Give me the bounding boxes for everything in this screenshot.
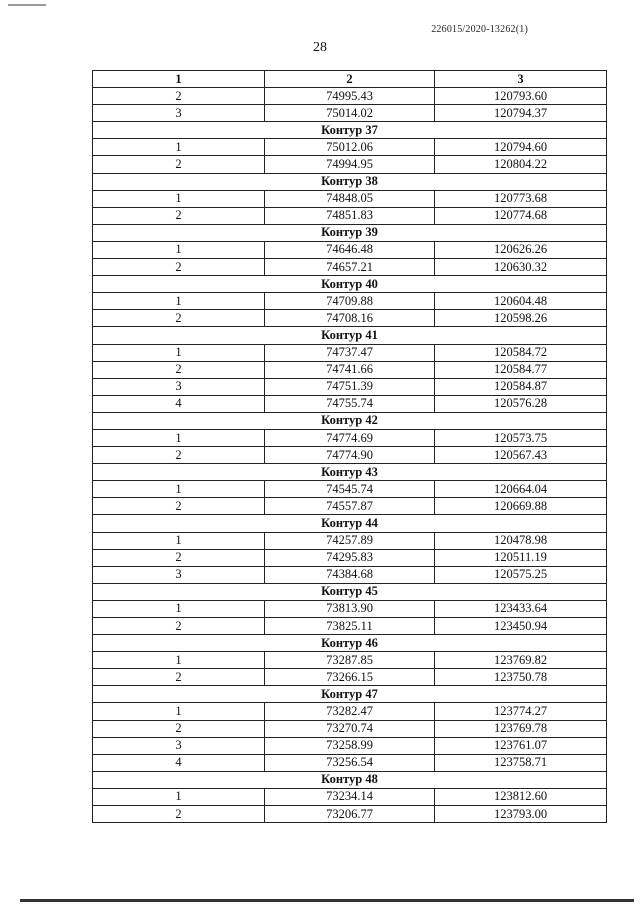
x-coordinate-cell: 73206.77: [265, 806, 435, 823]
x-coordinate-cell: 73282.47: [265, 703, 435, 720]
header-cell-point: 1: [93, 71, 265, 88]
contour-title: Контур 39: [93, 224, 607, 241]
x-coordinate-cell: 74257.89: [265, 532, 435, 549]
x-coordinate-cell: 75012.06: [265, 139, 435, 156]
x-coordinate-cell: 75014.02: [265, 105, 435, 122]
y-coordinate-cell: 123769.82: [435, 652, 607, 669]
table-row: [93, 378, 607, 395]
y-coordinate-cell: 123761.07: [435, 737, 607, 754]
contour-title: Контур 37: [93, 122, 607, 139]
point-number-cell: 2: [93, 618, 265, 635]
contour-header-row: [93, 224, 607, 241]
y-coordinate-cell: 123774.27: [435, 703, 607, 720]
y-coordinate-cell: 120774.68: [435, 207, 607, 224]
contour-title: Контур 42: [93, 412, 607, 429]
header-cell-y: 3: [435, 71, 607, 88]
y-coordinate-cell: 123793.00: [435, 806, 607, 823]
y-coordinate-cell: 120804.22: [435, 156, 607, 173]
point-number-cell: 1: [93, 652, 265, 669]
contour-header-row: [93, 327, 607, 344]
table-row: [93, 207, 607, 224]
table-row: [93, 344, 607, 361]
contour-title: Контур 40: [93, 276, 607, 293]
table-row: [93, 361, 607, 378]
table-row: [93, 310, 607, 327]
x-coordinate-cell: 73266.15: [265, 669, 435, 686]
point-number-cell: 1: [93, 190, 265, 207]
y-coordinate-cell: 120511.19: [435, 549, 607, 566]
y-coordinate-cell: 120575.25: [435, 566, 607, 583]
table-row: [93, 549, 607, 566]
x-coordinate-cell: 73825.11: [265, 618, 435, 635]
x-coordinate-cell: 74751.39: [265, 378, 435, 395]
contour-title: Контур 48: [93, 771, 607, 788]
y-coordinate-cell: 123769.78: [435, 720, 607, 737]
x-coordinate-cell: 74774.69: [265, 429, 435, 446]
y-coordinate-cell: 120584.77: [435, 361, 607, 378]
y-coordinate-cell: 120794.60: [435, 139, 607, 156]
x-coordinate-cell: 74708.16: [265, 310, 435, 327]
point-number-cell: 3: [93, 105, 265, 122]
table-row: [93, 481, 607, 498]
point-number-cell: 1: [93, 293, 265, 310]
x-coordinate-cell: 74737.47: [265, 344, 435, 361]
y-coordinate-cell: 120567.43: [435, 447, 607, 464]
x-coordinate-cell: 73270.74: [265, 720, 435, 737]
x-coordinate-cell: 74994.95: [265, 156, 435, 173]
coordinates-table-body: [93, 71, 607, 823]
point-number-cell: 2: [93, 88, 265, 105]
y-coordinate-cell: 123750.78: [435, 669, 607, 686]
table-row: [93, 395, 607, 412]
x-coordinate-cell: 74741.66: [265, 361, 435, 378]
point-number-cell: 2: [93, 669, 265, 686]
x-coordinate-cell: 74295.83: [265, 549, 435, 566]
table-row: [93, 105, 607, 122]
point-number-cell: 2: [93, 259, 265, 276]
table-row: [93, 669, 607, 686]
y-coordinate-cell: 120604.48: [435, 293, 607, 310]
y-coordinate-cell: 123758.71: [435, 754, 607, 771]
point-number-cell: 1: [93, 241, 265, 258]
x-coordinate-cell: 74848.05: [265, 190, 435, 207]
point-number-cell: 1: [93, 344, 265, 361]
point-number-cell: 1: [93, 703, 265, 720]
point-number-cell: 2: [93, 310, 265, 327]
document-id: 226015/2020-13262(1): [431, 24, 528, 35]
x-coordinate-cell: 73234.14: [265, 788, 435, 805]
page-number: 28: [313, 40, 327, 55]
point-number-cell: 1: [93, 481, 265, 498]
table-row: [93, 600, 607, 617]
table-row: [93, 652, 607, 669]
x-coordinate-cell: 74851.83: [265, 207, 435, 224]
point-number-cell: 1: [93, 600, 265, 617]
contour-title: Контур 47: [93, 686, 607, 703]
x-coordinate-cell: 74709.88: [265, 293, 435, 310]
contour-header-row: [93, 276, 607, 293]
scan-corner-mark: [8, 4, 46, 6]
point-number-cell: 1: [93, 139, 265, 156]
table-row: [93, 720, 607, 737]
y-coordinate-cell: 120598.26: [435, 310, 607, 327]
y-coordinate-cell: 123450.94: [435, 618, 607, 635]
table-row: [93, 139, 607, 156]
contour-header-row: [93, 635, 607, 652]
point-number-cell: 3: [93, 378, 265, 395]
y-coordinate-cell: 120584.72: [435, 344, 607, 361]
x-coordinate-cell: 73813.90: [265, 600, 435, 617]
contour-header-row: [93, 412, 607, 429]
contour-header-row: [93, 464, 607, 481]
table-row: [93, 156, 607, 173]
x-coordinate-cell: 73256.54: [265, 754, 435, 771]
table-row: [93, 88, 607, 105]
point-number-cell: 2: [93, 207, 265, 224]
coordinates-table: [92, 70, 607, 823]
table-row: [93, 566, 607, 583]
y-coordinate-cell: 120793.60: [435, 88, 607, 105]
y-coordinate-cell: 120664.04: [435, 481, 607, 498]
point-number-cell: 2: [93, 720, 265, 737]
point-number-cell: 1: [93, 532, 265, 549]
x-coordinate-cell: 74995.43: [265, 88, 435, 105]
point-number-cell: 3: [93, 566, 265, 583]
x-coordinate-cell: 74384.68: [265, 566, 435, 583]
table-row: [93, 754, 607, 771]
contour-title: Контур 46: [93, 635, 607, 652]
contour-header-row: [93, 583, 607, 600]
x-coordinate-cell: 73258.99: [265, 737, 435, 754]
contour-title: Контур 44: [93, 515, 607, 532]
point-number-cell: 2: [93, 806, 265, 823]
x-coordinate-cell: 74774.90: [265, 447, 435, 464]
table-row: [93, 737, 607, 754]
contour-title: Контур 45: [93, 583, 607, 600]
point-number-cell: 1: [93, 788, 265, 805]
contour-title: Контур 41: [93, 327, 607, 344]
table-row: [93, 447, 607, 464]
contour-header-row: [93, 515, 607, 532]
point-number-cell: 1: [93, 429, 265, 446]
y-coordinate-cell: 120626.26: [435, 241, 607, 258]
table-row: [93, 293, 607, 310]
y-coordinate-cell: 120573.75: [435, 429, 607, 446]
y-coordinate-cell: 120773.68: [435, 190, 607, 207]
point-number-cell: 3: [93, 737, 265, 754]
y-coordinate-cell: 120584.87: [435, 378, 607, 395]
contour-title: Контур 38: [93, 173, 607, 190]
table-row: [93, 241, 607, 258]
table-row: [93, 788, 607, 805]
x-coordinate-cell: 74557.87: [265, 498, 435, 515]
table-header-row: [93, 71, 607, 88]
y-coordinate-cell: 120576.28: [435, 395, 607, 412]
contour-header-row: [93, 686, 607, 703]
x-coordinate-cell: 74646.48: [265, 241, 435, 258]
point-number-cell: 2: [93, 549, 265, 566]
table-row: [93, 259, 607, 276]
y-coordinate-cell: 123812.60: [435, 788, 607, 805]
x-coordinate-cell: 74545.74: [265, 481, 435, 498]
x-coordinate-cell: 74755.74: [265, 395, 435, 412]
table-row: [93, 498, 607, 515]
x-coordinate-cell: 74657.21: [265, 259, 435, 276]
header-cell-x: 2: [265, 71, 435, 88]
y-coordinate-cell: 120669.88: [435, 498, 607, 515]
y-coordinate-cell: 120630.32: [435, 259, 607, 276]
contour-header-row: [93, 173, 607, 190]
contour-header-row: [93, 771, 607, 788]
point-number-cell: 2: [93, 156, 265, 173]
point-number-cell: 4: [93, 754, 265, 771]
table-row: [93, 703, 607, 720]
table-row: [93, 429, 607, 446]
x-coordinate-cell: 73287.85: [265, 652, 435, 669]
contour-title: Контур 43: [93, 464, 607, 481]
contour-header-row: [93, 122, 607, 139]
point-number-cell: 2: [93, 498, 265, 515]
y-coordinate-cell: 120794.37: [435, 105, 607, 122]
point-number-cell: 2: [93, 447, 265, 464]
table-row: [93, 618, 607, 635]
point-number-cell: 2: [93, 361, 265, 378]
table-row: [93, 190, 607, 207]
table-row: [93, 532, 607, 549]
y-coordinate-cell: 120478.98: [435, 532, 607, 549]
point-number-cell: 4: [93, 395, 265, 412]
y-coordinate-cell: 123433.64: [435, 600, 607, 617]
bottom-scan-edge: [20, 899, 634, 902]
table-row: [93, 806, 607, 823]
